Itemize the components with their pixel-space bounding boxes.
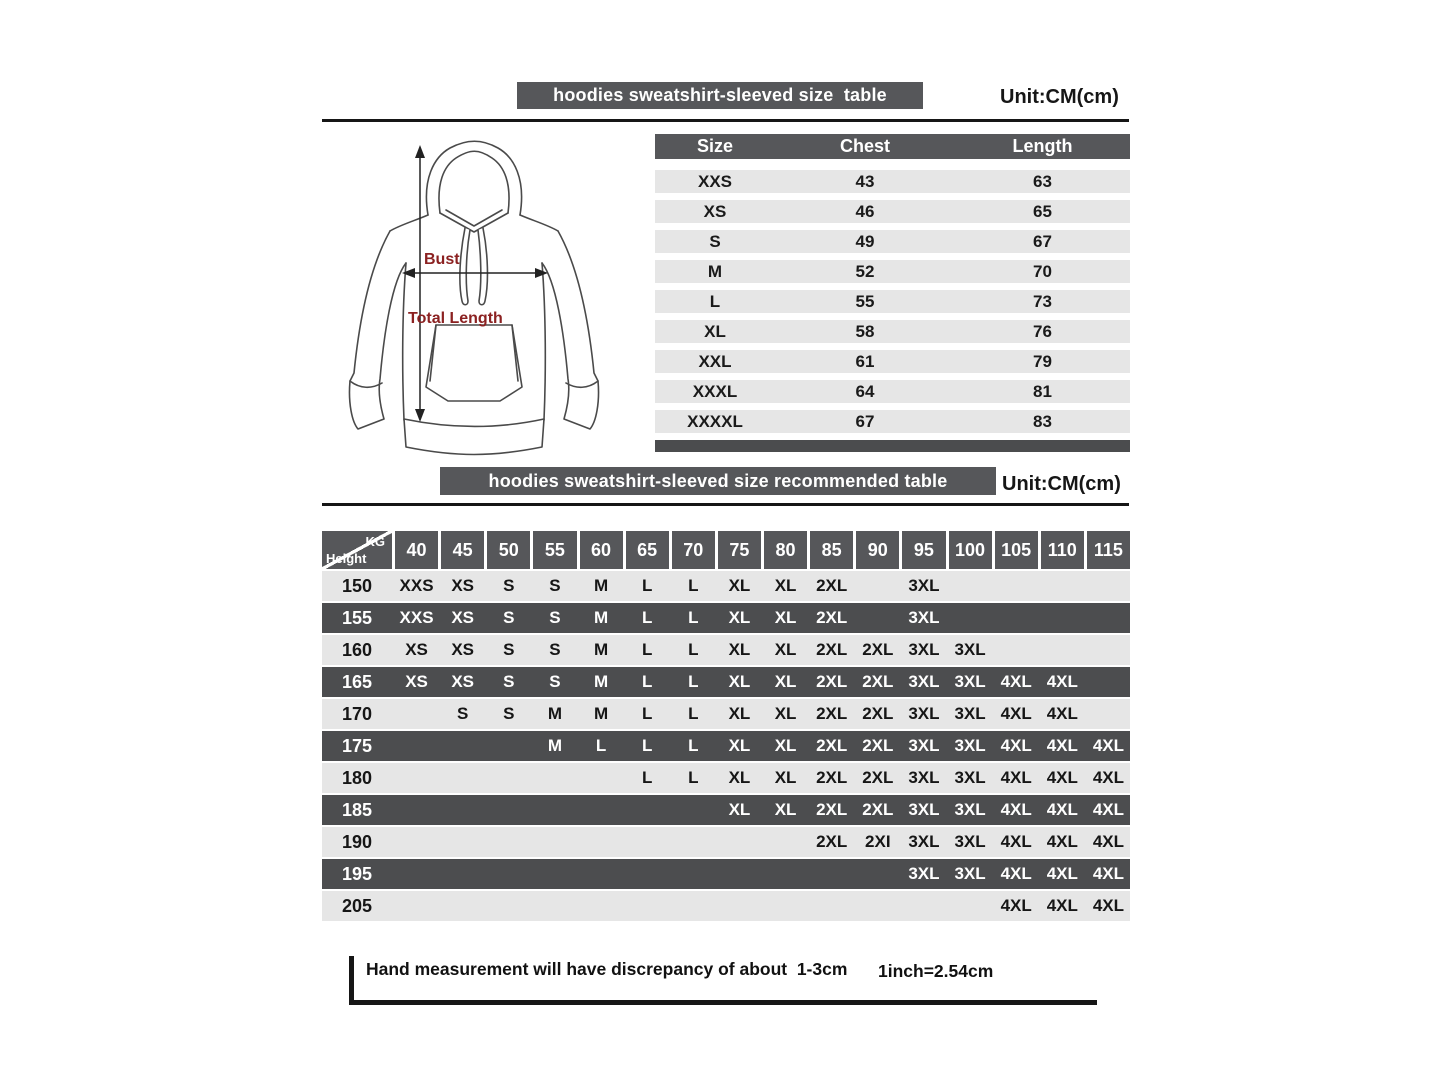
size-recommendation-cell: 4XL xyxy=(1092,768,1125,787)
size-recommendation-cell: 4XL xyxy=(1000,672,1032,691)
weight-header-cell: 40 xyxy=(395,531,438,569)
length-cell: 83 xyxy=(1033,411,1052,431)
size-recommendation-cell: XL xyxy=(774,672,797,691)
length-cell: 65 xyxy=(1033,201,1052,221)
size-cell: S xyxy=(709,231,721,251)
measurement-discrepancy-note: Hand measurement will have discrepancy of about 1-3cm xyxy=(366,959,848,979)
size-recommendation-cell: 2XL xyxy=(816,768,848,787)
hoodie-measurement-diagram xyxy=(332,133,614,458)
size-recommendation-cell: 4XL xyxy=(1046,672,1078,691)
recommended-row xyxy=(322,731,1130,761)
size-table-bottom-bar xyxy=(655,440,1130,452)
size-table-row xyxy=(655,260,1130,283)
size-recommendation-cell: L xyxy=(688,640,699,659)
chest-cell: 67 xyxy=(855,411,875,431)
size-recommendation-cell: XS xyxy=(451,672,475,691)
size-table-row xyxy=(655,290,1130,313)
size-recommendation-cell: 2XL xyxy=(816,640,848,659)
size-recommendation-cell: 2XL xyxy=(862,768,894,787)
size-recommendation-cell: 4XL xyxy=(1092,800,1125,819)
size-recommendation-cell: M xyxy=(547,736,563,755)
size-recommendation-cell: S xyxy=(503,608,515,627)
size-recommendation-cell: XS xyxy=(405,640,428,659)
size-table-body xyxy=(655,170,1130,433)
weight-header-cell: 80 xyxy=(764,531,807,569)
chest-cell: 49 xyxy=(855,231,875,251)
size-recommendation-cell: 2XL xyxy=(816,576,848,595)
height-label-corner: Height xyxy=(326,551,367,566)
size-recommendation-cell: 2XL xyxy=(862,640,894,659)
recommended-table-title-bar xyxy=(440,467,996,495)
size-recommendation-cell: 4XL xyxy=(1046,864,1078,883)
chest-cell: 46 xyxy=(855,201,875,221)
size-table-row xyxy=(655,410,1130,433)
size-recommendation-cell: 3XL xyxy=(908,704,940,723)
length-cell: 67 xyxy=(1033,231,1052,251)
recommended-row xyxy=(322,827,1130,857)
height-row-label: 185 xyxy=(341,799,373,820)
weight-header-cell: 85 xyxy=(810,531,853,569)
size-recommendation-cell: 2XL xyxy=(862,704,894,723)
size-recommendation-cell: L xyxy=(641,608,653,627)
size-cell: XXXXL xyxy=(687,411,743,431)
size-recommendation-cell: XL xyxy=(774,768,797,787)
height-row-label: 170 xyxy=(341,703,373,724)
size-recommendation-cell: 3XL xyxy=(954,640,986,659)
size-recommendation-cell: XS xyxy=(405,672,428,691)
chest-column-header: Chest xyxy=(839,136,890,156)
size-table-header-row xyxy=(655,134,1130,159)
size-recommendation-cell: 2XL xyxy=(862,800,894,819)
size-recommendation-cell: 4XL xyxy=(1000,896,1032,915)
weight-header-cell: 95 xyxy=(902,531,945,569)
size-recommendation-cell: XL xyxy=(728,704,751,723)
size-table-row xyxy=(655,320,1130,343)
size-recommendation-cell: XXS xyxy=(399,608,434,627)
size-recommendation-cell: XS xyxy=(451,608,475,627)
height-row-label: 165 xyxy=(341,671,373,692)
size-recommendation-cell: 4XL xyxy=(1000,736,1032,755)
size-cell: XS xyxy=(703,201,727,221)
size-recommendation-cell: M xyxy=(593,672,609,691)
size-recommendation-cell: 2XL xyxy=(862,672,894,691)
size-recommendation-cell: L xyxy=(641,672,653,691)
size-recommendation-cell: L xyxy=(688,576,699,595)
recommended-row xyxy=(322,763,1130,793)
size-table-title: hoodies sweatshirt-sleeved size table xyxy=(553,85,887,105)
size-cell: XXXL xyxy=(692,381,738,401)
size-recommendation-cell: 3XL xyxy=(908,576,940,595)
weight-header-cell: 75 xyxy=(718,531,761,569)
size-recommendation-cell: XL xyxy=(728,768,751,787)
size-recommendation-cell: 3XL xyxy=(954,736,986,755)
size-recommendation-cell: XL xyxy=(728,576,751,595)
size-recommendation-cell: 4XL xyxy=(1092,864,1125,883)
recommended-table xyxy=(322,531,1130,923)
size-column-header: Size xyxy=(696,136,734,156)
size-recommendation-cell: L xyxy=(688,672,699,691)
weight-header-cell: 65 xyxy=(626,531,669,569)
size-recommendation-cell: XL xyxy=(774,576,797,595)
size-recommendation-cell: M xyxy=(593,640,609,659)
size-recommendation-cell: 2XL xyxy=(816,800,848,819)
height-row-label: 195 xyxy=(341,863,373,884)
weight-header-cell: 100 xyxy=(949,531,992,569)
size-recommendation-cell: S xyxy=(549,576,561,595)
divider-1 xyxy=(322,119,1129,122)
size-recommendation-cell: M xyxy=(593,608,609,627)
size-recommendation-cell: S xyxy=(503,704,515,723)
bust-label: Bust xyxy=(424,251,460,268)
recommended-row xyxy=(322,667,1130,697)
size-table-row xyxy=(655,350,1130,373)
length-cell: 63 xyxy=(1033,171,1052,191)
size-recommendation-cell: 4XL xyxy=(1046,768,1078,787)
unit-label-1: Unit:CM(cm) xyxy=(1000,86,1119,108)
size-recommendation-cell: 3XL xyxy=(908,864,940,883)
size-recommendation-cell: L xyxy=(595,736,607,755)
size-cell: L xyxy=(709,291,721,311)
weight-header-cell: 70 xyxy=(672,531,715,569)
divider-2 xyxy=(322,503,1129,506)
size-recommendation-cell: 4XL xyxy=(1092,832,1125,851)
size-recommendation-cell: XL xyxy=(774,800,797,819)
height-row-label: 175 xyxy=(341,735,373,756)
size-recommendation-cell: 4XL xyxy=(1000,800,1032,819)
chest-cell: 55 xyxy=(855,291,875,311)
chest-cell: 64 xyxy=(855,381,875,401)
recommended-table-title: hoodies sweatshirt-sleeved size recommended table xyxy=(488,470,948,491)
recommended-row xyxy=(322,859,1130,889)
weight-header-cell: 60 xyxy=(580,531,623,569)
unit-label-2: Unit:CM(cm) xyxy=(1002,473,1121,495)
weight-header-cell: 90 xyxy=(856,531,899,569)
size-table-row xyxy=(655,200,1130,223)
size-recommendation-cell: 3XL xyxy=(908,800,940,819)
size-recommendation-cell: 3XL xyxy=(908,736,940,755)
size-recommendation-cell: L xyxy=(688,704,699,723)
size-recommendation-cell: 4XL xyxy=(1046,704,1078,723)
size-table-row xyxy=(655,230,1130,253)
size-recommendation-cell: 2XI xyxy=(865,832,891,851)
size-recommendation-cell: 3XL xyxy=(908,832,940,851)
size-recommendation-cell: L xyxy=(641,768,653,787)
size-cell: XL xyxy=(704,321,726,341)
size-recommendation-cell: XL xyxy=(728,800,751,819)
inch-conversion-note: 1inch=2.54cm xyxy=(878,961,994,981)
size-cell: M xyxy=(707,261,723,281)
length-cell: 70 xyxy=(1033,261,1052,281)
length-column-header: Length xyxy=(1012,136,1073,156)
size-recommendation-cell: L xyxy=(688,608,699,627)
size-recommendation-cell: XL xyxy=(774,736,797,755)
size-recommendation-cell: 4XL xyxy=(1092,736,1125,755)
size-recommendation-cell: L xyxy=(641,736,653,755)
size-recommendation-cell: XL xyxy=(774,704,797,723)
size-recommendation-cell: L xyxy=(688,736,699,755)
length-cell: 76 xyxy=(1033,321,1052,341)
footer-bracket-horizontal xyxy=(349,1000,1097,1005)
size-recommendation-cell: 4XL xyxy=(1046,736,1078,755)
total-length-label: Total Length xyxy=(408,310,503,327)
size-recommendation-cell: L xyxy=(641,576,653,595)
height-row-label: 190 xyxy=(341,831,373,852)
weight-header-cell: 105 xyxy=(995,531,1038,569)
length-cell: 73 xyxy=(1033,291,1052,311)
size-recommendation-cell: 2XL xyxy=(816,672,848,691)
size-recommendation-cell: S xyxy=(503,672,515,691)
size-recommendation-cell: 3XL xyxy=(954,768,986,787)
size-recommendation-cell: S xyxy=(549,672,561,691)
size-recommendation-cell: 4XL xyxy=(1046,832,1078,851)
size-recommendation-cell: XS xyxy=(451,640,475,659)
chest-cell: 52 xyxy=(855,261,875,281)
size-table-row xyxy=(655,380,1130,403)
size-recommendation-cell: 3XL xyxy=(954,800,986,819)
size-recommendation-cell: M xyxy=(593,576,609,595)
size-recommendation-cell: 3XL xyxy=(908,672,940,691)
size-recommendation-cell: 2XL xyxy=(816,736,848,755)
weight-header-cell: 55 xyxy=(533,531,576,569)
weight-header-cell: 50 xyxy=(487,531,530,569)
size-recommendation-cell: 4XL xyxy=(1092,896,1125,915)
weight-header-cell: 110 xyxy=(1041,531,1084,569)
recommended-row xyxy=(322,699,1130,729)
size-table xyxy=(655,134,1130,452)
chest-cell: 58 xyxy=(855,321,875,341)
recommended-row xyxy=(322,635,1130,665)
size-recommendation-cell: XL xyxy=(728,608,751,627)
length-cell: 81 xyxy=(1033,381,1052,401)
size-recommendation-cell: 2XL xyxy=(816,832,848,851)
height-row-label: 155 xyxy=(341,607,373,628)
size-recommendation-cell: XL xyxy=(774,608,797,627)
height-row-label: 180 xyxy=(341,767,373,788)
size-recommendation-cell: M xyxy=(593,704,609,723)
size-recommendation-cell: 4XL xyxy=(1046,800,1078,819)
recommended-row xyxy=(322,891,1130,921)
recommended-row xyxy=(322,795,1130,825)
chest-cell: 43 xyxy=(855,171,875,191)
size-recommendation-cell: L xyxy=(688,768,699,787)
recommended-row xyxy=(322,603,1130,633)
weight-header-cell: 115 xyxy=(1087,531,1130,569)
length-cell: 79 xyxy=(1033,351,1052,371)
size-recommendation-cell: XL xyxy=(728,672,751,691)
size-recommendation-cell: 3XL xyxy=(908,640,940,659)
size-recommendation-cell: 4XL xyxy=(1000,864,1032,883)
size-recommendation-cell: L xyxy=(641,640,653,659)
size-recommendation-cell: 4XL xyxy=(1000,832,1032,851)
size-recommendation-cell: M xyxy=(547,704,563,723)
size-recommendation-cell: 4XL xyxy=(1000,768,1032,787)
size-recommendation-cell: XL xyxy=(728,736,751,755)
size-recommendation-cell: 3XL xyxy=(954,704,986,723)
size-recommendation-cell: L xyxy=(641,704,653,723)
size-table-row xyxy=(655,170,1130,193)
size-cell: XXL xyxy=(698,351,732,371)
size-recommendation-cell: S xyxy=(549,608,561,627)
size-recommendation-cell: S xyxy=(503,640,515,659)
weight-header-cell: 45 xyxy=(441,531,484,569)
size-recommendation-cell: XXS xyxy=(399,576,434,595)
size-recommendation-cell: 2XL xyxy=(862,736,894,755)
footer-bracket-vertical xyxy=(349,956,354,1004)
size-recommendation-cell: S xyxy=(549,640,561,659)
size-recommendation-cell: 3XL xyxy=(908,768,940,787)
size-recommendation-cell: 3XL xyxy=(954,672,986,691)
size-recommendation-cell: 4XL xyxy=(1046,896,1078,915)
height-row-label: 150 xyxy=(341,575,373,596)
height-row-label: 160 xyxy=(341,639,373,660)
size-cell: XXS xyxy=(697,171,733,191)
size-recommendation-cell: 3XL xyxy=(954,864,986,883)
size-recommendation-cell: XL xyxy=(774,640,797,659)
size-recommendation-cell: S xyxy=(457,704,469,723)
size-recommendation-cell: S xyxy=(503,576,515,595)
recommended-table-body xyxy=(322,571,1130,921)
height-row-label: 205 xyxy=(341,895,373,916)
size-recommendation-cell: 3XL xyxy=(954,832,986,851)
size-recommendation-cell: 3XL xyxy=(908,608,940,627)
size-recommendation-cell: XS xyxy=(451,576,475,595)
kg-label: KG xyxy=(365,534,385,549)
kg-height-corner-cell xyxy=(322,531,392,569)
size-recommendation-cell: XL xyxy=(728,640,751,659)
size-recommendation-cell: 4XL xyxy=(1000,704,1032,723)
size-recommendation-cell: 2XL xyxy=(816,704,848,723)
recommended-table-header-row xyxy=(322,531,1130,569)
size-recommendation-cell: 2XL xyxy=(816,608,848,627)
recommended-row xyxy=(322,571,1130,601)
size-table-title-bar xyxy=(517,82,923,109)
chest-cell: 61 xyxy=(855,351,875,371)
